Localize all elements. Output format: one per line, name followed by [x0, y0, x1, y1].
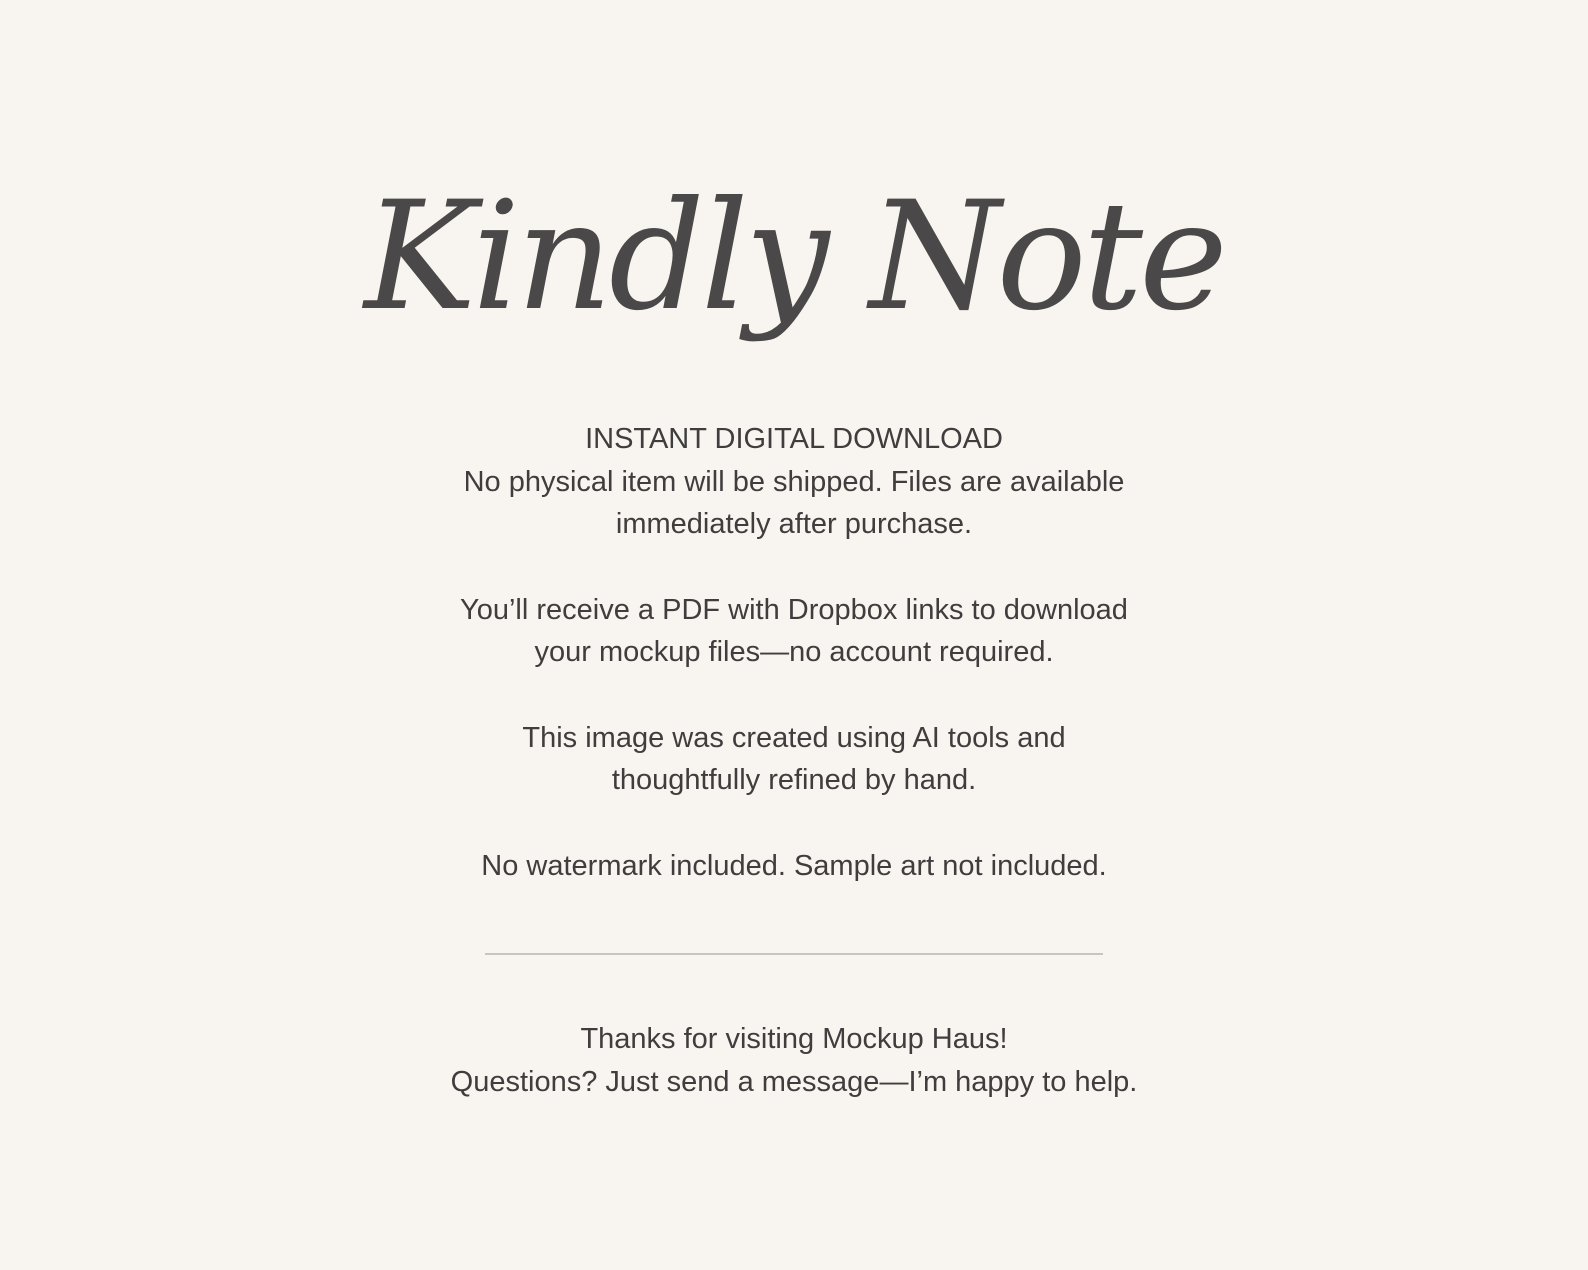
notice-heading: INSTANT DIGITAL DOWNLOAD [585, 423, 1003, 455]
footer-thanks: Thanks for visiting Mockup Haus! [580, 1023, 1008, 1055]
delivery-line-1: You’ll receive a PDF with Dropbox links to download [460, 593, 1128, 626]
watermark-line: No watermark included. Sample art not included. [481, 849, 1107, 882]
spacer [294, 546, 1294, 589]
divider [485, 953, 1103, 955]
footer [294, 1018, 1294, 1103]
script-title [364, 138, 1224, 398]
ai-line-1: This image was created using AI tools and [522, 721, 1066, 754]
spacer [294, 674, 1294, 717]
spacer [294, 802, 1294, 845]
notice-content [294, 418, 1294, 887]
delivery-line-2: your mockup files—no account required. [534, 636, 1054, 668]
footer-questions: Questions? Just send a message—I’m happy to help. [450, 1065, 1138, 1098]
title-text: Kindly Note [364, 170, 1224, 344]
ai-line-2: thoughtfully refined by hand. [611, 764, 977, 796]
notice-line-2: immediately after purchase. [615, 508, 973, 540]
notice-line-1: No physical item will be shipped. Files are available [463, 465, 1125, 498]
